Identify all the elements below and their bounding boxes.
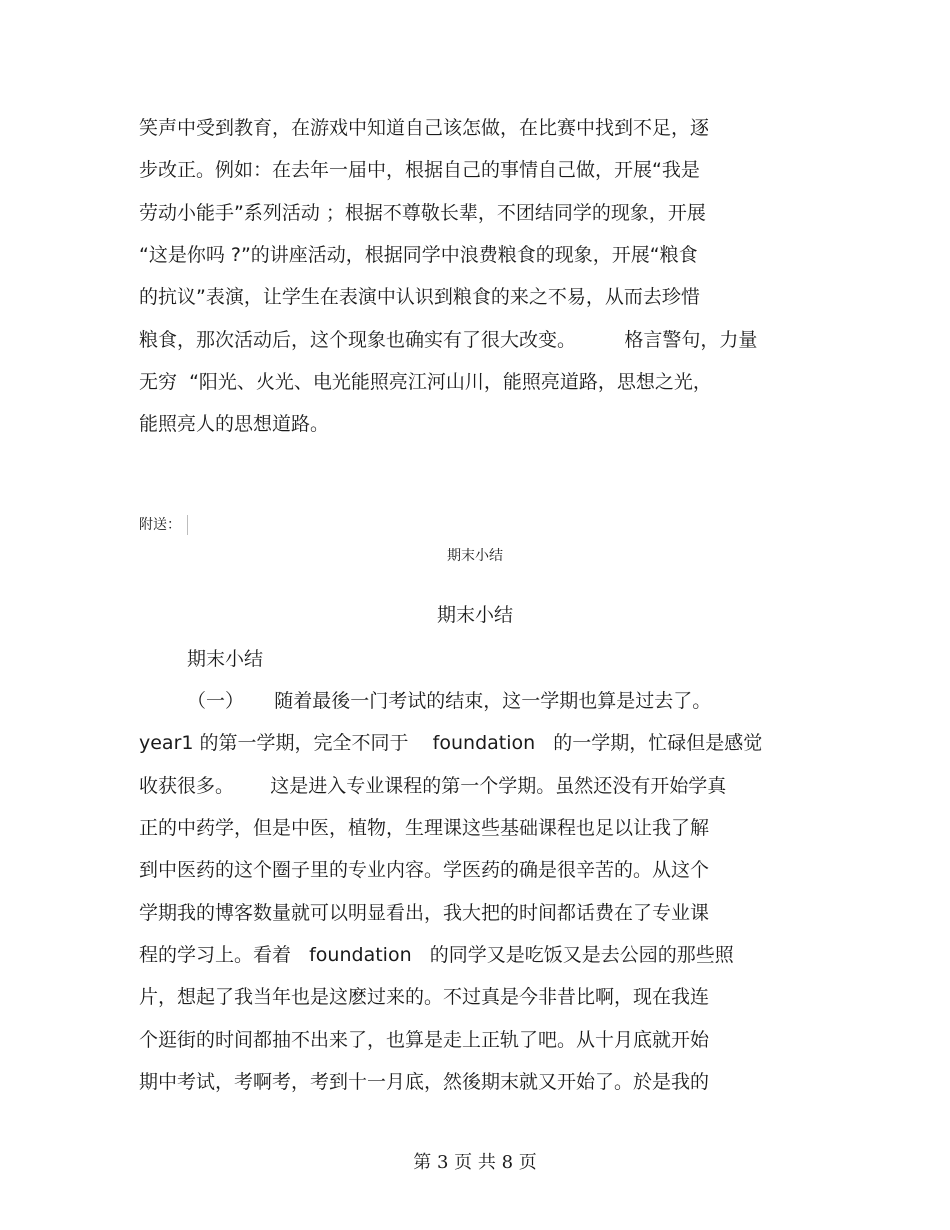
paragraph-line: 片，想起了我当年也是这麽过来的。不过真是今非昔比啊，现在我连	[139, 986, 710, 1008]
section-subtitle: 期末小结	[187, 648, 264, 670]
paragraph-line: 步改正。例如：在去年一届中，根据自己的事情自己做，开展“我是	[139, 159, 700, 181]
paragraph-line: 正的中药学，但是中医，植物，生理课这些基础课程也足以让我了解	[139, 817, 710, 839]
paragraph-line: 期中考试，考啊考，考到十一月底，然後期末就又开始了。於是我的	[139, 1071, 710, 1093]
paragraph-line: “这是你吗 ?”的讲座活动，根据同学中浪费粮食的现象，开展“粮食	[139, 244, 698, 266]
paragraph-line: 程的学习上。看着 foundation 的同学又是吃饭又是去公园的那些照	[139, 944, 734, 966]
paragraph-line: 粮食，那次活动后，这个现象也确实有了很大改变。 格言警句，力量	[139, 329, 758, 351]
paragraph-line: 学期我的博客数量就可以明显看出，我大把的时间都话费在了专业课	[139, 902, 710, 924]
paragraph-line: （一） 随着最後一门考试的结束，这一学期也算是过去了。	[187, 690, 712, 712]
paragraph-line: 到中医药的这个圈子里的专业内容。学医药的确是很辛苦的。从这个	[139, 859, 710, 881]
section-small-title: 期末小结	[447, 548, 503, 564]
paragraph-line: 的抗议”表演，让学生在表演中认识到粮食的来之不易，从而去珍惜	[139, 286, 700, 308]
section-title: 期末小结	[436, 604, 513, 626]
paragraph-line: year1 的第一学期，完全不同于 foundation 的一学期，忙碌但是感觉	[139, 732, 763, 754]
divider	[187, 515, 188, 535]
paragraph-line: 笑声中受到教育，在游戏中知道自己该怎做，在比赛中找到不足，逐	[139, 117, 710, 139]
paragraph-line: 劳动小能手”系列活动 ；根据不尊敬长辈，不团结同学的现象，开展	[139, 202, 706, 224]
paragraph-line: 无穷 “阳光、火光、电光能照亮江河山川，能照亮道路，思想之光，	[139, 371, 712, 393]
paragraph-line: 能照亮人的思想道路。	[139, 413, 330, 435]
addendum-label: 附送：	[139, 517, 181, 533]
paragraph-line: 收获很多。 这是进入专业课程的第一个学期。虽然还没有开始学真	[139, 775, 727, 797]
page-number-footer: 第 3 页 共 8 页	[413, 1152, 537, 1173]
paragraph-line: 个逛街的时间都抽不出来了，也算是走上正轨了吧。从十月底就开始	[139, 1029, 710, 1051]
